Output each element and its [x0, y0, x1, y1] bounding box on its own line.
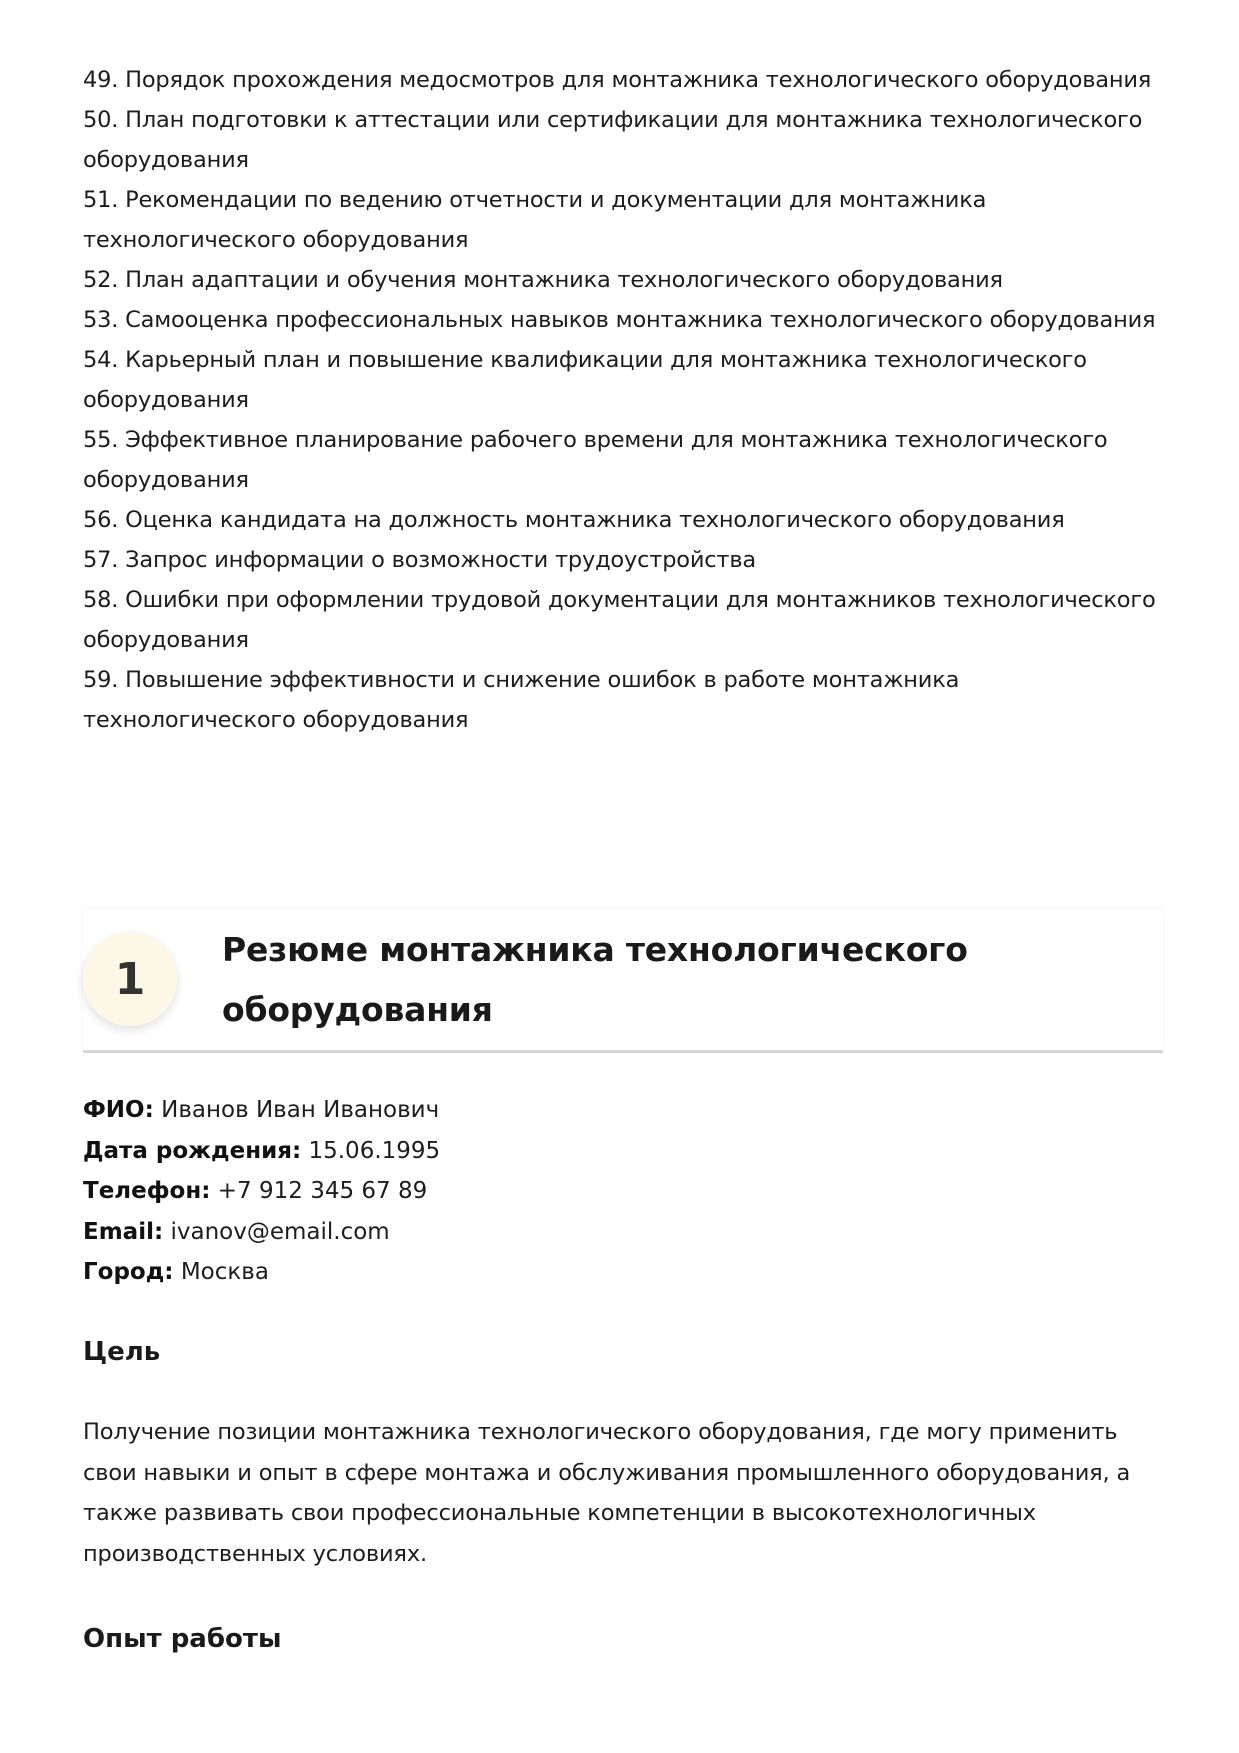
- info-value: ivanov@email.com: [170, 1218, 390, 1245]
- toc-item[interactable]: 57. Запрос информации о возможности трудоустройства: [83, 547, 756, 573]
- toc-item[interactable]: 59. Повышение эффективности и снижение ошибок в работе монтажника технологического оборудования: [83, 667, 960, 733]
- section-header: [83, 910, 1163, 1053]
- toc-item[interactable]: 50. План подготовки к аттестации или сертификации для монтажника технологического оборудования: [83, 107, 1143, 173]
- toc-item[interactable]: 58. Ошибки при оформлении трудовой документации для монтажников технологического оборудования: [83, 587, 1156, 653]
- info-label: Дата рождения:: [83, 1137, 302, 1164]
- info-label: Телефон:: [83, 1178, 211, 1204]
- table-of-contents: [83, 60, 1163, 740]
- toc-item[interactable]: 55. Эффективное планирование рабочего времени для монтажника технологического оборудования: [83, 427, 1108, 493]
- section-number-badge: 1: [83, 932, 177, 1026]
- toc-item[interactable]: 54. Карьерный план и повышение квалификации для монтажника технологического оборудования: [83, 347, 1087, 413]
- info-value: +7 912 345 67 89: [217, 1178, 428, 1204]
- info-row-email: [83, 1212, 1163, 1253]
- info-value: 15.06.1995: [308, 1137, 441, 1164]
- toc-item[interactable]: 49. Порядок прохождения медосмотров для монтажника технологического оборудования: [83, 67, 1152, 93]
- experience-heading: Опыт работы: [83, 1624, 282, 1654]
- section-title: Резюме монтажника технологического оборудования: [222, 930, 968, 1029]
- toc-item[interactable]: 53. Самооценка профессиональных навыков монтажника технологического оборудования: [83, 307, 1156, 333]
- info-row-city: [83, 1252, 1163, 1293]
- goal-text: Получение позиции монтажника технологического оборудования, где могу применить свои навыки и опыт в сфере монтажа и обслуживания промышленного оборудования, а также развивать свои профессиональные компетенции в высокотехнологичных производственных условиях.: [83, 1419, 1131, 1567]
- info-row-phone: [83, 1171, 1163, 1212]
- toc-item[interactable]: 51. Рекомендации по ведению отчетности и документации для монтажника технологического оборудования: [83, 187, 987, 253]
- info-label: Email:: [83, 1218, 164, 1245]
- info-label: ФИО:: [83, 1097, 154, 1123]
- info-row-birthdate: [83, 1131, 1163, 1172]
- personal-info: [83, 1090, 1163, 1293]
- info-value: Иванов Иван Иванович: [161, 1097, 440, 1123]
- toc-item[interactable]: 56. Оценка кандидата на должность монтажника технологического оборудования: [83, 507, 1065, 533]
- info-value: Москва: [180, 1259, 269, 1285]
- goal-heading: Цель: [83, 1337, 161, 1367]
- info-row-name: [83, 1090, 1163, 1131]
- info-label: Город:: [83, 1259, 174, 1285]
- toc-item[interactable]: 52. План адаптации и обучения монтажника технологического оборудования: [83, 267, 1003, 293]
